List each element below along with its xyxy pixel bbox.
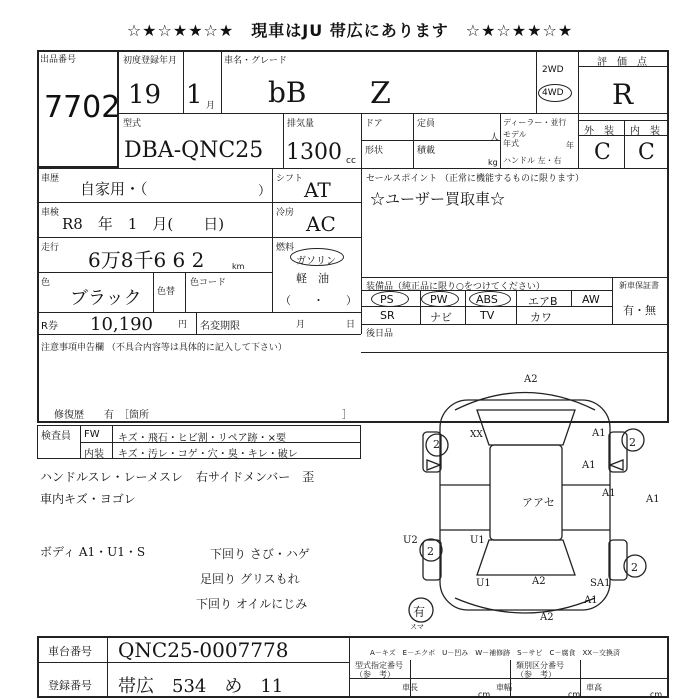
designation-label: 型式指定番号 （参 考） — [355, 661, 403, 679]
km-unit: km — [232, 262, 245, 271]
history-close: ） — [258, 184, 272, 199]
diagram-mark: A2 — [524, 374, 538, 385]
kg-unit: kg — [488, 158, 498, 167]
drive-4wd-circle — [538, 84, 572, 102]
grade: Z — [370, 76, 391, 111]
equipment-aw: AW — [582, 293, 600, 306]
diagram-mark: A2 — [532, 576, 546, 587]
ac-label: 冷房 — [276, 208, 295, 218]
diagram-mark: A1 — [602, 488, 616, 499]
ac-value: AC — [306, 212, 336, 236]
category-label: 類別区分番号 （参 考） — [516, 661, 564, 679]
equipment-abs-circle — [469, 291, 511, 307]
diagram-mark: U2 — [403, 535, 418, 546]
r-ticket-value: 10,190 — [90, 314, 153, 335]
fuel-gasoline: ガソリン — [296, 256, 336, 267]
plate-value: 帯広 534 め 11 — [118, 676, 284, 697]
note-line-5: 下回り さび・ハゲ — [210, 547, 310, 561]
inspector-interior: 内装 — [84, 449, 104, 460]
dealer-label: ディーラー・並行 — [503, 118, 567, 127]
height-label: 車高 — [586, 683, 602, 692]
model-name: bB — [268, 76, 307, 109]
score-label: 評 価 点 — [597, 57, 647, 68]
diagram-mark: 2 — [631, 561, 638, 574]
equipment-pw-circle — [421, 291, 459, 307]
after-label: 後日品 — [366, 329, 394, 339]
diagram-mark: 2 — [433, 438, 440, 451]
cc-unit: cc — [346, 156, 356, 166]
inspection-value: R8 年 1 月( 日) — [62, 215, 225, 233]
shift-label: シフト — [276, 174, 304, 184]
equipment-pw: PW — [430, 293, 448, 306]
fuel-paren: （ ・ ） — [280, 294, 357, 307]
diagram-mark: U1 — [476, 578, 491, 589]
note-line-7: 下回り オイルにじみ — [196, 597, 308, 611]
lot-label: 出品番号 — [40, 55, 77, 65]
diagram-mark: 有 — [413, 605, 426, 619]
diagram-legend: A－キズ E－エクボ U－凹み W－補修跡 S－サビ C－腐食 XX－交換済 — [370, 649, 621, 657]
warranty-value: 有・無 — [623, 304, 656, 317]
interior-grade: C — [638, 140, 655, 165]
history-label: 車歴 — [41, 174, 60, 184]
diagram-mark: SA1 — [590, 578, 611, 589]
equipment-abs: ABS — [476, 293, 498, 306]
equipment-tv: TV — [480, 309, 495, 322]
chassis-value: QNC25-0007778 — [118, 638, 289, 662]
diagram-mark: アアセ — [522, 496, 555, 509]
equipment-sr: SR — [380, 309, 395, 322]
repair-close: ］ — [342, 410, 352, 421]
shape-label: 形状 — [365, 146, 384, 156]
warranty-label: 新車保証書 — [619, 281, 659, 290]
first-reg-label: 初度登録年月 — [123, 56, 178, 66]
plate-label: 登録番号 — [48, 679, 92, 692]
length-label: 車長 — [402, 683, 418, 692]
name-change-day: 日 — [346, 320, 356, 330]
width-unit: cm — [568, 690, 581, 699]
note-line-4: 右サイドメンバー 歪 — [196, 470, 315, 484]
diagram-mark: XX — [470, 430, 483, 440]
model-year-label: モデル 年式 — [503, 130, 527, 148]
equipment-navi: ナビ — [430, 311, 452, 324]
displacement-value: 1300 — [286, 140, 342, 165]
drive-2wd: 2WD — [542, 65, 564, 75]
name-change-label: 名変期限 — [200, 321, 240, 332]
diagram-mark: A1 — [584, 595, 598, 606]
equipment-leather: カワ — [530, 311, 552, 324]
sales-point-label: セールスポイント （正常に機能するものに限ります） — [366, 174, 585, 184]
name-change-month: 月 — [296, 320, 306, 330]
diagram-mark: A2 — [540, 612, 554, 623]
width-label: 車幅 — [496, 683, 512, 692]
diagram-mark: U1 — [470, 535, 485, 546]
equipment-ps-circle — [371, 291, 409, 307]
chassis-label: 車台番号 — [48, 645, 92, 658]
color-change-label: 色替 — [157, 287, 176, 297]
diagram-mark: A1 — [646, 494, 660, 505]
handle-label: ハンドル 左・右 — [503, 156, 562, 165]
note-line-3: ボディ A1・U1・S — [40, 545, 146, 559]
type-label: 型式 — [123, 119, 142, 129]
first-reg-month: 1 — [186, 80, 203, 110]
length-unit: cm — [478, 690, 491, 699]
diagram-mark: 2 — [629, 436, 636, 449]
color-label: 色 — [41, 278, 51, 288]
inspector-interior-text: キズ・汚レ・コゲ・穴・臭・キレ・破レ — [118, 449, 298, 460]
equipment-ps: PS — [380, 293, 394, 306]
door-label: ドア — [365, 119, 383, 129]
sales-point-value: ☆ユーザー買取車☆ — [370, 190, 506, 208]
lot-number: 7702 — [44, 90, 121, 125]
load-label: 積載 — [417, 146, 436, 156]
diagram-mark: 2 — [427, 545, 434, 558]
inspector-fw: FW — [84, 429, 100, 440]
history-value: 自家用・（ — [80, 180, 148, 198]
note-line-1: ハンドルスレ・レーメスレ — [40, 470, 184, 484]
note-line-6: 足回り グリスもれ — [200, 572, 300, 586]
inspection-label: 車検 — [41, 208, 60, 218]
model-label: 車名・グレード — [224, 56, 288, 66]
yen-unit: 円 — [178, 320, 188, 330]
first-reg-year: 19 — [128, 80, 162, 110]
r-ticket-label: R券 — [41, 321, 58, 332]
exterior-label: 外 装 — [584, 126, 614, 137]
note-line-2: 車内キズ・ヨゴレ — [40, 492, 136, 506]
inspector-label: 検査員 — [41, 431, 71, 442]
person-unit: 人 — [490, 133, 500, 143]
fuel-light-oil: 軽 油 — [296, 272, 329, 285]
banner: ☆★☆★★☆★ 現車はJU 帯広にあります ☆★☆★★☆★ — [126, 21, 574, 40]
shift-value: AT — [304, 178, 331, 202]
type-value: DBA-QNC25 — [124, 138, 264, 163]
equipment-airbag: エアB — [528, 295, 558, 308]
capacity-label: 定員 — [417, 119, 436, 129]
mileage-value: 6万8千6 6 2 — [88, 248, 205, 272]
fuel-label: 燃料 — [276, 243, 295, 253]
diagram-mark: スマ — [410, 623, 424, 631]
height-unit: cm — [650, 690, 663, 699]
displacement-label: 排気量 — [287, 119, 315, 129]
notes-label: 注意事項申告欄 （不具合内容等は具体的に記入して下さい） — [41, 343, 287, 353]
score: R — [612, 78, 634, 111]
mileage-label: 走行 — [41, 243, 60, 253]
exterior-grade: C — [594, 140, 611, 165]
color-value: ブラック — [70, 288, 142, 309]
drive-4wd: 4WD — [542, 88, 564, 98]
color-code-label: 色コード — [190, 278, 227, 288]
diagram-mark: A1 — [592, 428, 606, 439]
fuel-gasoline-circle — [290, 248, 344, 266]
interior-label: 内 装 — [630, 126, 660, 137]
repair-label: 修復歴 有 ［箇所 — [54, 410, 149, 421]
diagram-mark: A1 — [582, 460, 596, 471]
inspector-fw-text: キズ・飛石・ヒビ割・リペア跡・×要 — [118, 433, 286, 444]
first-reg-month-unit: 月 — [206, 101, 216, 111]
year-unit: 年 — [566, 141, 574, 150]
equipment-label: 装備品（純正品に限り○をつけてください） — [366, 282, 545, 292]
